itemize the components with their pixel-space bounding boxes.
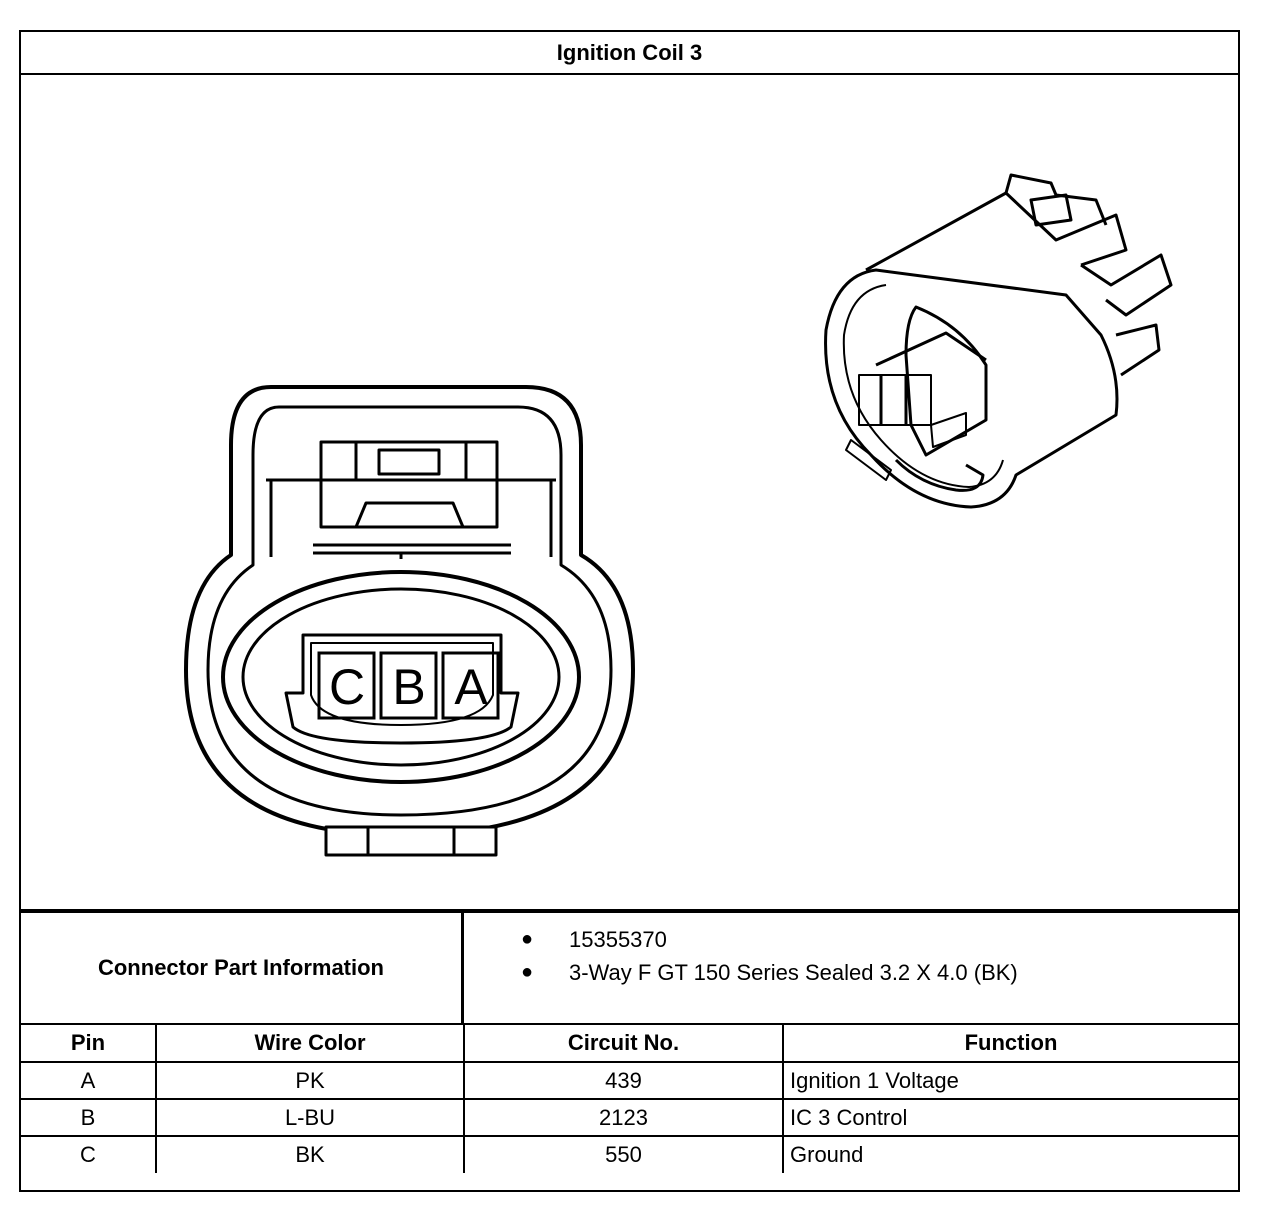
cavity-label-c: C [328, 659, 366, 715]
drawing-area [21, 75, 1238, 909]
table-header-row [21, 1025, 1238, 1062]
part-info-item [464, 956, 1238, 989]
part-info-label: Connector Part Information [21, 913, 464, 1023]
wire-color-cell: PK [156, 1062, 464, 1099]
bullet-icon: ● [521, 961, 534, 983]
function-cell: Ignition 1 Voltage [783, 1062, 1238, 1099]
connector-front-view [186, 387, 633, 855]
connector-drawings [21, 75, 1238, 909]
pin-cell: C [21, 1136, 156, 1173]
table-row [21, 1099, 1238, 1136]
connector-sheet [19, 30, 1240, 1192]
circuit-cell: 439 [464, 1062, 783, 1099]
header-wire-color: Wire Color [156, 1025, 464, 1062]
header-pin: Pin [21, 1025, 156, 1062]
pin-table [21, 1025, 1238, 1173]
connector-iso-view [826, 175, 1171, 507]
circuit-cell: 2123 [464, 1099, 783, 1136]
part-description: 3-Way F GT 150 Series Sealed 3.2 X 4.0 (BK) [569, 960, 1018, 985]
sheet-title: Ignition Coil 3 [21, 32, 1238, 75]
table-row [21, 1062, 1238, 1099]
bullet-icon: ● [521, 928, 534, 950]
table-row [21, 1136, 1238, 1173]
function-cell: IC 3 Control [783, 1099, 1238, 1136]
wire-color-cell: BK [156, 1136, 464, 1173]
wire-color-cell: L-BU [156, 1099, 464, 1136]
header-function: Function [783, 1025, 1238, 1062]
cavity-label-b: B [392, 659, 426, 715]
pin-cell: B [21, 1099, 156, 1136]
part-info-list [464, 913, 1238, 1023]
part-info-item [464, 923, 1238, 956]
part-number: 15355370 [569, 927, 667, 952]
circuit-cell: 550 [464, 1136, 783, 1173]
connector-part-info [21, 909, 1238, 1025]
pin-cell: A [21, 1062, 156, 1099]
header-circuit-no: Circuit No. [464, 1025, 783, 1062]
function-cell: Ground [783, 1136, 1238, 1173]
cavity-label-a: A [454, 659, 488, 715]
